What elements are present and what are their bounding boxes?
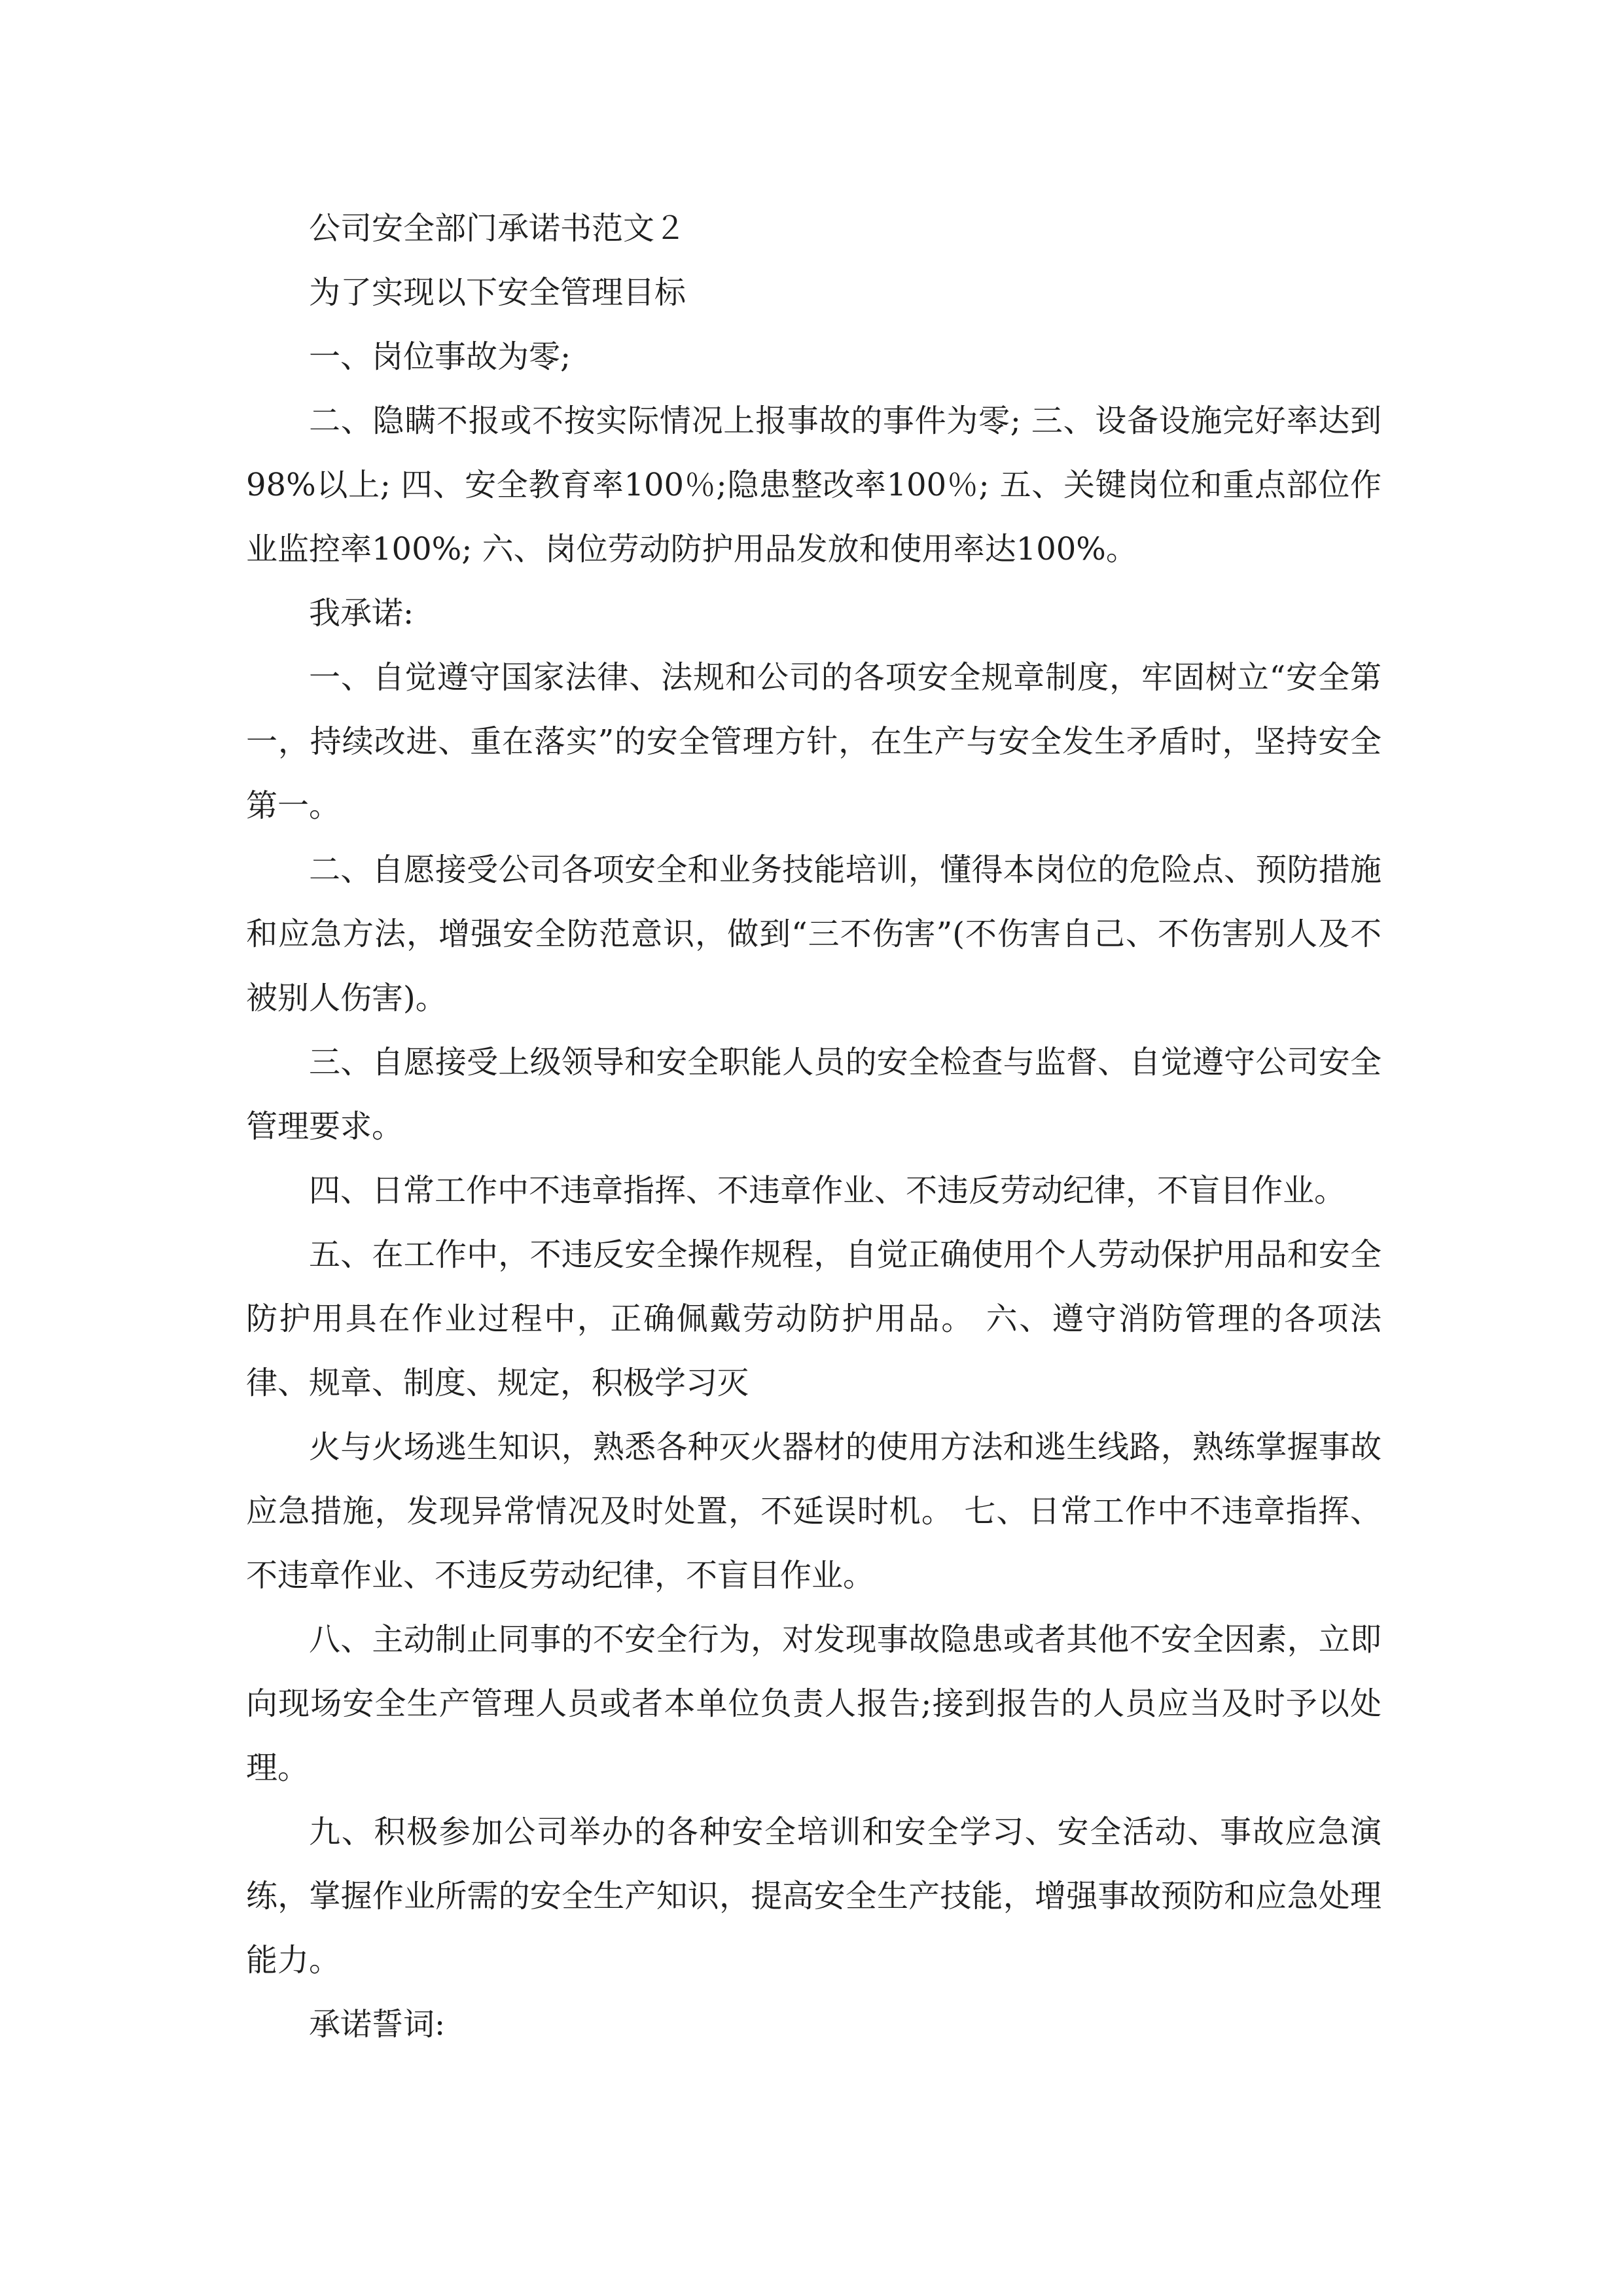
paragraph-oath-heading: 承诺誓词: xyxy=(309,2006,446,2043)
paragraph-promise-5-6: 五、在工作中，不违反安全操作规程，自觉正确使用个人劳动保护用品和安全防护用具在作业过程中，正确佩戴劳动防护用品。 六、遵守消防管理的各项法律、规章、制度、规定，积极学习灭 xyxy=(246,1236,1382,1401)
paragraph-promise-8: 八、主动制止同事的不安全行为，对发现事故隐患或者其他不安全因素，立即向现场安全生产管理人员或者本单位负责人报告;接到报告的人员应当及时予以处理。 xyxy=(246,1621,1382,1786)
paragraph-i-promise: 我承诺: xyxy=(309,595,414,632)
paragraph-goals-intro: 为了实现以下安全管理目标 xyxy=(309,274,687,311)
paragraph-promise-9: 九、积极参加公司举办的各种安全培训和安全学习、安全活动、事故应急演练，掌握作业所需的安全生产知识，提高安全生产技能，增强事故预防和应急处理能力。 xyxy=(246,1814,1382,1979)
document-body xyxy=(246,196,1382,2056)
paragraph-goals-2-6: 二、隐瞒不报或不按实际情况上报事故的事件为零; 三、设备设施完好率达到98%以上; 四、安全教育率100％;隐患整改率100％; 五、关键岗位和重点部位作业监控率100%; 六、岗位劳动防护用品发放和使用率达100%。 xyxy=(246,403,1382,567)
paragraph-promise-4: 四、日常工作中不违章指挥、不违章作业、不违反劳动纪律，不盲目作业。 xyxy=(309,1172,1346,1209)
paragraph-promise-3: 三、自愿接受上级领导和安全职能人员的安全检查与监督、自觉遵守公司安全管理要求。 xyxy=(246,1044,1382,1145)
paragraph-promise-6-7: 火与火场逃生知识，熟悉各种灭火器材的使用方法和逃生线路，熟练掌握事故应急措施，发现异常情况及时处置，不延误时机。 七、日常工作中不违章指挥、不违章作业、不违反劳动纪律，不盲目作业。 xyxy=(246,1429,1382,1594)
document-title: 公司安全部门承诺书范文２ xyxy=(309,210,687,247)
paragraph-promise-1: 一、自觉遵守国家法律、法规和公司的各项安全规章制度，牢固树立“安全第一，持续改进、重在落实”的安全管理方针，在生产与安全发生矛盾时，坚持安全第一。 xyxy=(246,659,1382,824)
paragraph-goal-1: 一、岗位事故为零; xyxy=(309,338,571,375)
paragraph-promise-2: 二、自愿接受公司各项安全和业务技能培训，懂得本岗位的危险点、预防措施和应急方法，增强安全防范意识，做到“三不伤害”(不伤害自己、不伤害别人及不被别人伤害)。 xyxy=(246,852,1382,1016)
